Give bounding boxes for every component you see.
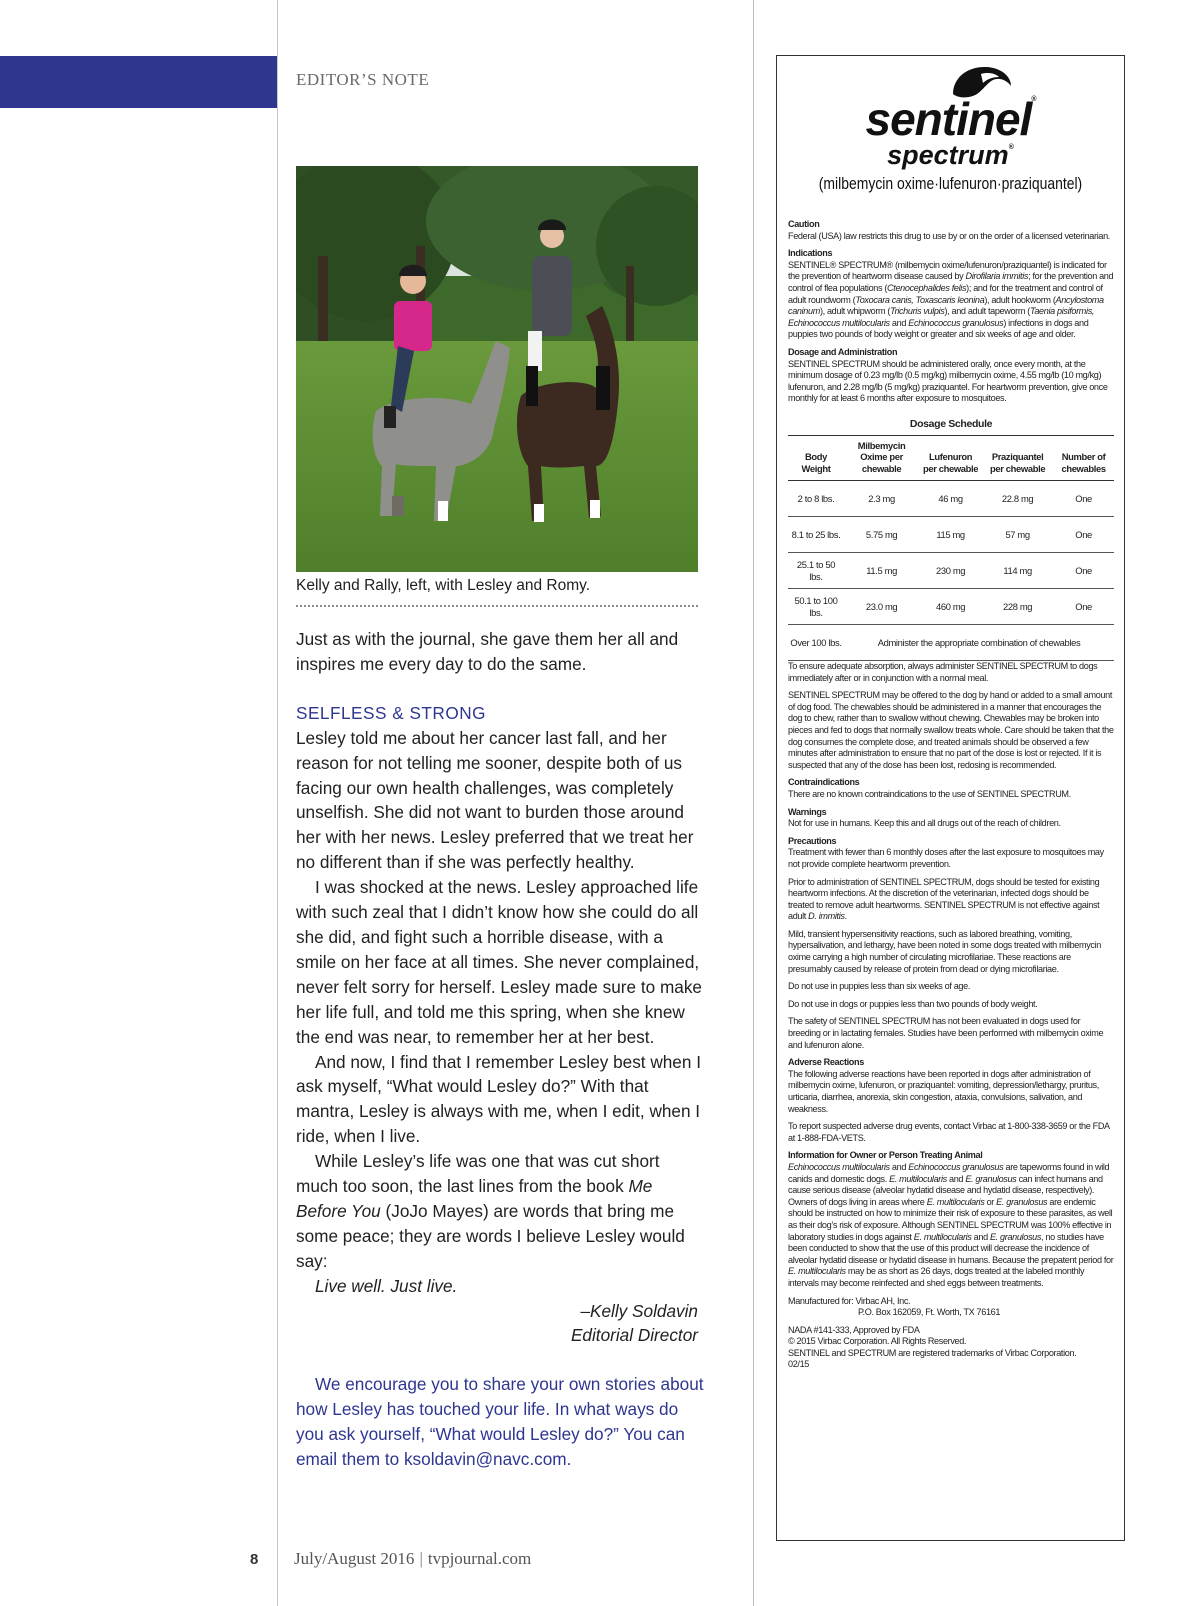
ingredients: (milbemycin oxime·lufenuron·praziquantel): [818, 174, 1083, 193]
page-gutter-line: [277, 0, 278, 1606]
contraindications-text: There are no known contraindications to the use of SENTINEL SPECTRUM.: [788, 788, 1071, 799]
precautions-text: The safety of SENTINEL SPECTRUM has not been evaluated in dogs used for breeding or in lactating females. Studies have been performed with milbemycin oxime and lufenuron alone.: [788, 1016, 1104, 1050]
table-cell: One: [1053, 589, 1114, 625]
table-row: [788, 517, 1114, 553]
page-number: 8: [250, 1551, 259, 1568]
table-cell: 2.3 mg: [844, 481, 919, 517]
article-body: [296, 627, 706, 1472]
absorption-text: To ensure adequate absorption, always administer SENTINEL SPECTRUM to dogs immediately after or in conjunction with a normal meal.: [788, 661, 1098, 683]
table-cell: 46 mg: [919, 481, 982, 517]
closing-quote: Live well. Just live.: [315, 1275, 458, 1296]
table-cell: 114 mg: [982, 553, 1053, 589]
caption-divider: [296, 605, 698, 607]
table-cell: One: [1053, 517, 1114, 553]
indications-heading: Indications: [788, 248, 833, 259]
table-cell: 23.0 mg: [844, 589, 919, 625]
dosage-schedule-title: Dosage Schedule: [909, 417, 993, 430]
table-row: [788, 589, 1114, 625]
article-paragraph: While Lesley’s life was one that was cut short much too soon, the last lines from the book Me Before You (JoJo Mayes) are words that bring me some peace; they are words I believe Lesley would say:: [296, 1151, 685, 1271]
article-photo: [296, 166, 698, 572]
column-header: Milbemycin Oxime per chewable: [844, 435, 919, 481]
warnings-heading: Warnings: [788, 806, 827, 817]
column-header: Number of chewables: [1053, 435, 1114, 481]
table-cell: 460 mg: [919, 589, 982, 625]
table-row: [788, 481, 1114, 517]
adverse-reactions-heading: Adverse Reactions: [788, 1057, 864, 1068]
prescribing-information: [788, 215, 1114, 1371]
table-cell: 115 mg: [919, 517, 982, 553]
table-cell: One: [1053, 481, 1114, 517]
caution-heading: Caution: [788, 219, 820, 229]
article-paragraph: And now, I find that I remember Lesley best when I ask myself, “What would Lesley do?” With that mantra, Lesley is always with me, when I edit, when I ride, when I live.: [296, 1051, 701, 1147]
indications-text: SENTINEL® SPECTRUM® (milbemycin oxime/lufenuron/praziquantel) is indicated for the prevention of heartworm disease caused by Dirofilaria immitis; for the prevention and control of flea populations (Ctenocephalides felis); and for the treatment and control of adult roundworm (Toxocara canis, Toxascaris leonina), adult hookworm (Ancylostoma caninum), adult whipworm (Trichuris vulpis), and adult tapeworm (Taenia pisiformis, Echinococcus multilocularis and Echinococcus granulosus) infections in dogs and puppies two pounds of body weight or greater and six weeks of age and older.: [788, 259, 1114, 340]
precautions-text: Do not use in puppies less than six weeks of age.: [788, 981, 971, 992]
column-header: Praziquantel per chewable: [982, 435, 1053, 481]
precautions-text: Treatment with fewer than 6 monthly doses after the last exposure to mosquitoes may not provide complete heartworm prevention.: [788, 847, 1104, 869]
issue-date: July/August 2016: [294, 1549, 415, 1568]
owner-info-text: Echinococcus multilocularis and Echinococcus granulosus are tapeworms found in wild canids and domestic dogs. E. multilocularis and E. granulosus can infect humans and cause serious disease (alveolar hydatid disease and hydatid disease, respectively). Owners of dogs living in areas where E. multilocularis or E. granulosus are endemic should be instructed on how to minimize their risk of exposure to these parasites, as well as their dog’s risk of exposure. Although SENTINEL SPECTRUM was 100% effective in laboratory studies in dogs against E. multilocularis and E. granulosus, no studies have been conducted to show that the use of this product will decrease the incidence of alveolar hydatid disease or hydatid disease in humans. Because the prepatent period for E. multilocularis may be as short as 26 days, dogs treated at the labeled monthly intervals may become reinfected and shed eggs between treatments.: [788, 1161, 1114, 1288]
journal-site: tvpjournal.com: [427, 1549, 532, 1568]
caution-text: Federal (USA) law restricts this drug to use by or on the order of a licensed veterinarian.: [788, 230, 1110, 241]
dosage-text: SENTINEL SPECTRUM should be administered orally, once every month, at the minimum dosage of 0.23 mg/lb (0.5 mg/kg) milbemycin oxime, 4.55 mg/lb (10 mg/kg) lufenuron, and 2.28 mg/lb (5 mg/kg) praziquantel. For heartworm prevention, give once monthly for at least 6 months after exposure to mosquitoes.: [788, 358, 1108, 404]
table-cell: 5.75 mg: [844, 517, 919, 553]
signature-name: –Kelly Soldavin: [580, 1300, 698, 1321]
table-header-row: [788, 435, 1114, 481]
article-intro: Just as with the journal, she gave them her all and inspires me every day to do the same.: [296, 629, 679, 674]
brand-subname: spectrum®: [887, 140, 1014, 170]
call-to-action: We encourage you to share your own stories about how Lesley has touched your life. In what ways do you ask yourself, “What would Lesley do?” You can email them to ksoldavin@navc.com.: [296, 1374, 704, 1470]
table-cell: 57 mg: [982, 517, 1053, 553]
table-cell: 228 mg: [982, 589, 1053, 625]
table-cell: 22.8 mg: [982, 481, 1053, 517]
column-divider: [753, 0, 754, 1606]
owner-info-heading: Information for Owner or Person Treating Animal: [788, 1150, 983, 1161]
table-cell: One: [1053, 553, 1114, 589]
table-cell: Over 100 lbs.: [788, 625, 844, 661]
brand-name: sentinel®: [865, 93, 1036, 145]
section-label: EDITOR’S NOTE: [296, 70, 430, 89]
manufacturer-address: P.O. Box 162059, Ft. Worth, TX 76161: [858, 1307, 1001, 1318]
warnings-text: Not for use in humans. Keep this and all drugs out of the reach of children.: [788, 818, 1061, 829]
table-row: [788, 553, 1114, 589]
page-footer: July/August 2016 | tvpjournal.com: [294, 1549, 532, 1568]
precautions-text: Do not use in dogs or puppies less than two pounds of body weight.: [788, 998, 1038, 1009]
signature-title: Editorial Director: [570, 1325, 698, 1346]
precautions-text: Mild, transient hypersensitivity reactions, such as labored breathing, vomiting, hypersalivation, and lethargy, have been noted in some dogs treated with milbemycin oxime carrying a high number of circulating microfilariae. These reactions are presumably caused by release of protein from dead or dying microfilariae.: [788, 928, 1102, 974]
article-paragraph: I was shocked at the news. Lesley approached life with such zeal that I didn’t know how she could do all she did, and fight such a horrible disease, with a smile on her face at all times. She never complained, never felt sorry for herself. Lesley made sure to make her life full, and told me this spring, when she knew the end was near, to remember her at her best.: [296, 877, 702, 1047]
precautions-text: Prior to administration of SENTINEL SPECTRUM, dogs should be tested for existing heartworm infections. At the discretion of the veterinarian, infected dogs should be treated to remove adult heartworms. SENTINEL SPECTRUM is not effective against adult D. immitis.: [788, 876, 1100, 922]
table-cell: 25.1 to 50 lbs.: [788, 553, 844, 589]
trademark-notice: SENTINEL and SPECTRUM are registered trademarks of Virbac Corporation.: [788, 1347, 1077, 1358]
table-cell: 230 mg: [919, 553, 982, 589]
table-row: [788, 625, 1114, 661]
table-cell: Administer the appropriate combination of chewables: [844, 625, 1114, 661]
article-subhead: SELFLESS & STRONG: [296, 702, 486, 723]
ad-code: 02/15: [788, 1359, 810, 1370]
table-cell: 50.1 to 100 lbs.: [788, 589, 844, 625]
administration-text: SENTINEL SPECTRUM may be offered to the dog by hand or added to a small amount of dog food. The chewables should be administered in a manner that encourages the dog to chew, rather than to swallow without chewing. Chewables may be broken into pieces and fed to dogs that normally swallow treats whole. Care should be taken that the dog consumes the complete dose, and treated animals should be observed a few minutes after administration to ensure that no part of the dose is lost or rejected. If it is suspected that any of the dose has been lost, redosing is recommended.: [788, 690, 1114, 770]
table-cell: 8.1 to 25 lbs.: [788, 517, 844, 553]
dosage-heading: Dosage and Administration: [788, 346, 898, 357]
contraindications-heading: Contraindications: [788, 777, 860, 788]
nada-number: NADA #141-333, Approved by FDA: [788, 1324, 920, 1335]
precautions-heading: Precautions: [788, 835, 837, 846]
manufacturer-label: Manufactured for: Virbac AH, Inc.: [788, 1295, 911, 1306]
article-paragraph: Lesley told me about her cancer last fall, and her reason for not telling me sooner, despite both of us facing our own health challenges, was completely unselfish. She did not want to burden those around her with her news. Lesley preferred that we treat her no different than if she was perfectly healthy.: [296, 727, 694, 873]
column-header: Body Weight: [788, 435, 844, 481]
adverse-reactions-text: The following adverse reactions have been reported in dogs after administration of milbemycin oxime, lufenuron, or praziquantel: vomiting, depression/lethargy, pruritus, urticaria, diarrhea, anorexia, skin congestion, ataxia, convulsions, salivation, and weakness.: [788, 1068, 1099, 1114]
table-cell: 2 to 8 lbs.: [788, 481, 844, 517]
photo-caption: Kelly and Rally, left, with Lesley and Romy.: [296, 577, 591, 594]
book-title: Me Before You: [296, 1176, 653, 1221]
report-text: To report suspected adverse drug events, contact Virbac at 1-800-338-3659 or the FDA at 1-888-FDA-VETS.: [788, 1121, 1110, 1143]
table-cell: 11.5 mg: [844, 553, 919, 589]
copyright: © 2015 Virbac Corporation. All Rights Reserved.: [788, 1336, 967, 1347]
header-accent-bar: [0, 56, 278, 108]
dosage-schedule-table: [788, 435, 1114, 662]
sentinel-advertisement: [776, 55, 1125, 1541]
column-header: Lufenuron per chewable: [919, 435, 982, 481]
